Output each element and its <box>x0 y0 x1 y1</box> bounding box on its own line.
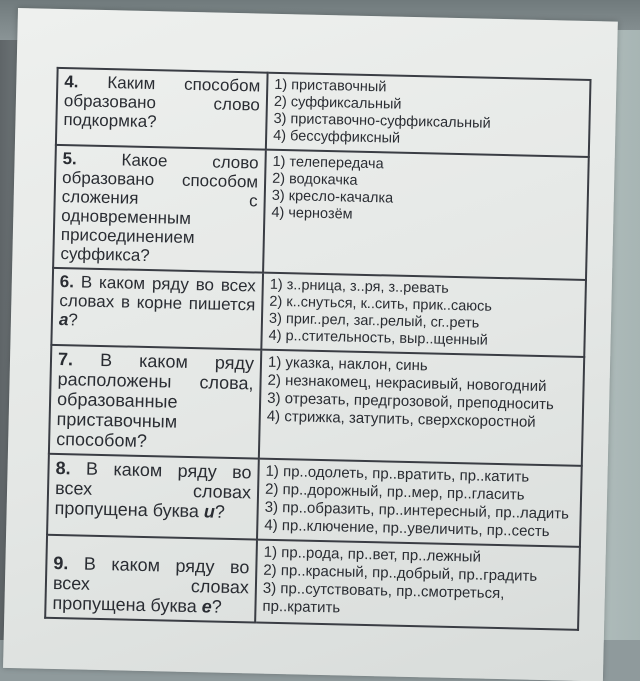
question-row-4 <box>56 68 591 157</box>
option: 1) з..рница, з..ря, з..ревать <box>269 276 449 297</box>
question-number: 7. <box>57 349 74 370</box>
options-cell <box>261 273 586 357</box>
question-mark: ? <box>211 596 222 617</box>
question-number: 6. <box>59 272 75 292</box>
option: 3) приставочно-суффиксальный <box>273 110 491 132</box>
option: 3) пр..сутствовать, пр..смотреться, пр..кратить <box>262 579 505 617</box>
option: 1) телепередача <box>272 153 384 173</box>
option: 4) пр..ключение, пр..увеличить, пр..сесть <box>264 516 550 541</box>
question-row-8 <box>47 454 582 547</box>
question-text: В каком ряду во всех словах в корне пишется <box>59 272 256 315</box>
option: 4) чернозём <box>271 204 353 223</box>
question-number: 9. <box>53 552 69 574</box>
option: 3) пр..образить, пр..интересный, пр..ладить <box>264 498 570 523</box>
question-letter: а <box>58 310 69 330</box>
question-text: В каком ряду во всех словах пропущена буква <box>54 458 252 522</box>
question-mark: ? <box>68 310 79 330</box>
question-number: 5. <box>62 149 77 169</box>
option: 2) пр..красный, пр..добрый, пр..градить <box>263 561 538 585</box>
option: 1) пр..одолеть, пр..вратить, пр..катить <box>265 462 530 486</box>
question-text: В каком ряду расположены слова, образованные приставочным способом? <box>56 349 255 452</box>
question-number: 4. <box>64 72 79 92</box>
question-text: Какое слово образовано способом сложения с одновременным присоединением суффикса? <box>60 150 259 266</box>
option: 3) кресло-качалка <box>271 187 394 207</box>
option: 2) суффиксальный <box>273 93 402 113</box>
question-cell <box>53 145 266 273</box>
question-row-5 <box>53 145 589 280</box>
option: 4) стрижка, затупить, сверхскоростной <box>266 407 536 431</box>
option: 2) к..снуться, к..сить, прик..саюсь <box>269 293 493 315</box>
option: 2) пр..дорожный, пр..мер, пр..гласить <box>264 480 525 504</box>
options-cell <box>257 459 582 547</box>
question-cell <box>47 454 259 540</box>
question-text: Каким способом образовано слово <box>63 73 261 115</box>
option: 4) бессуффиксный <box>272 127 401 147</box>
option: 3) приг..рел, заг..релый, сг..реть <box>268 310 480 332</box>
question-letter: е <box>201 596 212 617</box>
question-cell <box>49 345 261 459</box>
quiz-table <box>44 67 591 631</box>
question-number: 8. <box>55 457 71 479</box>
question-text: В каком ряду во всех словах пропущена буква <box>52 553 250 617</box>
option: 2) незнакомец, некрасивый, новогодний <box>267 371 547 396</box>
textbook-page <box>3 8 618 681</box>
question-row-7 <box>49 345 584 466</box>
question-letter: и <box>203 501 216 522</box>
option: 3) отрезать, предгрозовой, преподносить <box>267 389 555 414</box>
option: 2) водокачка <box>272 170 358 189</box>
question-row-9 <box>45 535 580 630</box>
question-cell <box>45 535 257 623</box>
question-cell <box>51 268 263 350</box>
option: 1) приставочный <box>274 76 387 96</box>
question-mark: ? <box>214 501 226 522</box>
options-cell <box>255 540 580 630</box>
options-cell <box>266 73 591 157</box>
option: 4) р..стительность, выр..щенный <box>268 327 489 349</box>
option: 1) пр..рода, пр..вет, пр..лежный <box>263 543 482 566</box>
options-cell <box>263 150 589 280</box>
options-cell <box>259 350 584 466</box>
option: 1) указка, наклон, синь <box>267 353 428 375</box>
question-emphasis: подкормка? <box>63 110 157 132</box>
question-cell <box>56 68 268 150</box>
question-row-6 <box>51 268 586 357</box>
